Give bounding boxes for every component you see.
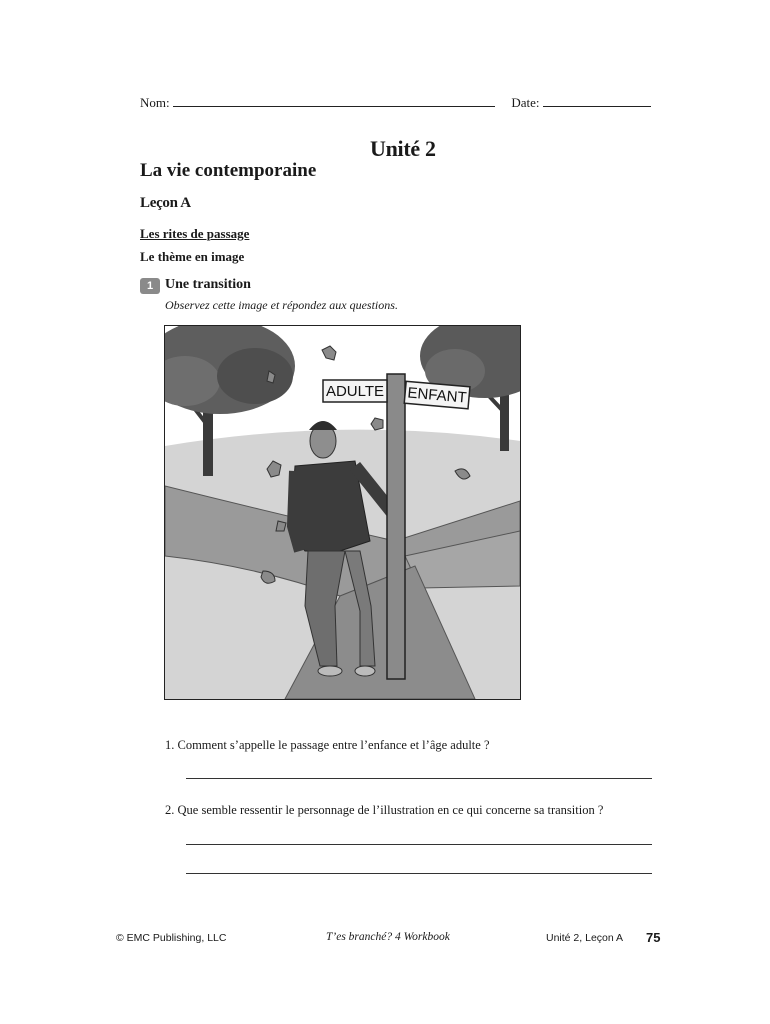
exercise-instructions: Observez cette image et répondez aux questions. <box>165 298 398 312</box>
question-1 <box>165 738 490 753</box>
exercise-title: Une transition <box>165 277 251 292</box>
chapter-title: La vie contemporaine <box>140 160 317 181</box>
unit-title: Unité 2 <box>370 136 436 161</box>
answer-line-3[interactable] <box>186 873 652 874</box>
name-line[interactable] <box>173 94 495 107</box>
sign-adulte-text: ADULTE <box>325 383 385 400</box>
question-1-text: Comment s’appelle le passage entre l’enfance et l’âge adulte ? <box>177 738 490 752</box>
footer-section: Unité 2, Leçon A <box>546 932 624 944</box>
subsection-title: Le thème en image <box>140 249 245 264</box>
exercise-number-badge: 1 <box>140 278 160 294</box>
sign-enfant-text: ENFANT <box>406 384 468 407</box>
page-number: 75 <box>646 930 661 945</box>
question-2 <box>165 803 603 818</box>
lesson-title: Leçon A <box>140 195 191 211</box>
date-label: Date: <box>511 95 540 110</box>
footer-book-title: T’es branché? 4 Workbook <box>326 931 450 943</box>
header-row <box>140 94 651 111</box>
footer-copyright: © EMC Publishing, LLC <box>116 932 227 944</box>
answer-line-2[interactable] <box>186 844 652 845</box>
illustration <box>164 325 521 700</box>
crossroads-illustration <box>165 326 520 699</box>
question-1-number: 1. <box>165 738 175 752</box>
question-2-number: 2. <box>165 803 175 817</box>
section-title: Les rites de passage <box>140 226 250 241</box>
question-2-text: Que semble ressentir le personnage de l’illustration en ce qui concerne sa transition ? <box>177 803 604 817</box>
name-label: Nom: <box>140 95 170 110</box>
answer-line-1[interactable] <box>186 778 652 779</box>
date-line[interactable] <box>543 94 651 107</box>
